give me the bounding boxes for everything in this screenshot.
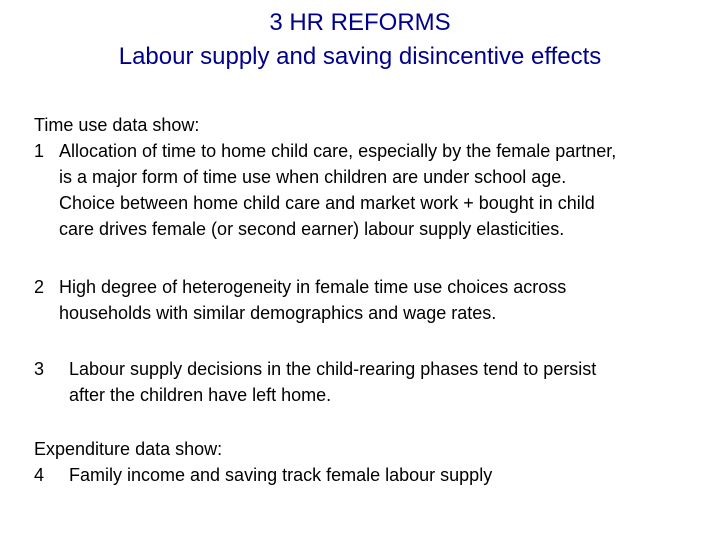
title-line-1: 3 HR REFORMS [269,9,451,36]
item-line: High degree of heterogeneity in female time use choices across [59,277,567,297]
item-number: 3 [34,359,45,379]
expenditure-heading: Expenditure data show: [34,439,223,459]
list-item-1 [34,138,694,242]
time-use-heading: Time use data show: [34,115,200,135]
list-item-2 [34,274,694,326]
item-line: care drives female (or second earner) labour supply elasticities. [59,219,565,239]
slide-title [0,6,720,74]
item-line: Choice between home child care and market work + bought in child [59,193,595,213]
item-line: Allocation of time to home child care, especially by the female partner, [59,141,617,161]
item-line: after the children have left home. [69,385,332,405]
title-line-2: Labour supply and saving disincentive effects [118,43,602,70]
item-number: 1 [34,141,45,161]
item-line: households with similar demographics and wage rates. [59,303,497,323]
item-line: Labour supply decisions in the child-rearing phases tend to persist [69,359,597,379]
item-line: is a major form of time use when children are under school age. [59,167,567,187]
list-item-3 [34,356,694,408]
item-number: 4 [34,465,45,485]
item-line: Family income and saving track female labour supply [69,465,493,485]
item-number: 2 [34,277,45,297]
list-item-4 [34,462,694,488]
